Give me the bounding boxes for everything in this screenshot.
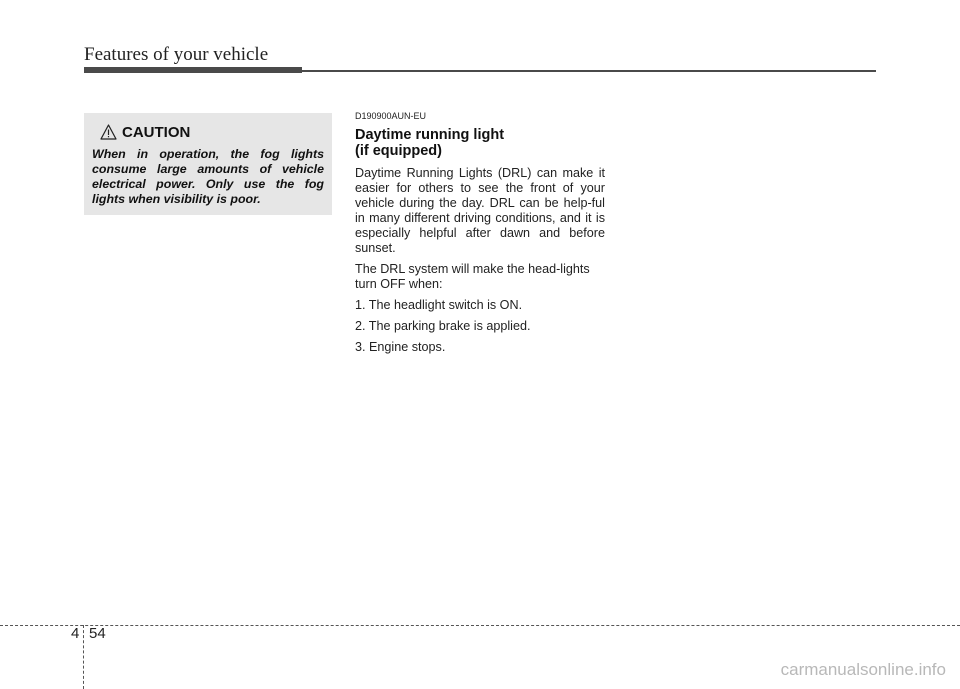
footer-vertical-divider [83,625,84,689]
page-number: 54 [89,625,106,642]
caution-text: When in operation, the fog lights consume large amounts of vehicle electrical power. Only use the fog lights when visibility is poor. [92,147,324,206]
footer-divider [0,625,960,626]
section-title-line-2: (if equipped) [355,143,442,159]
caution-title: CAUTION [122,123,191,141]
chapter-number: 4 [71,625,80,642]
warning-triangle-icon [100,124,117,140]
page-header-title: Features of your vehicle [84,44,269,65]
section-reference-code: D190900AUN-EU [355,111,427,121]
drl-section [355,110,605,355]
caution-header [100,121,324,143]
section-title [355,127,605,159]
drl-off-conditions-intro: The DRL system will make the head-lights turn OFF when: [355,262,590,291]
section-title-line-1: Daytime running light [355,127,505,143]
list-item: 3. Engine stops. [355,340,446,354]
list-item: 1. The headlight switch is ON. [355,298,523,312]
header-rule-thick [84,67,302,73]
caution-box [84,113,332,215]
drl-description-paragraph: Daytime Running Lights (DRL) can make it easier for others to see the front of your vehicle during the day. DRL can be help-ful in many different driving conditions, and it is especially helpful after dawn and before sunset. [355,166,605,255]
watermark: carmanualsonline.info [780,660,946,679]
list-item: 2. The parking brake is applied. [355,319,531,333]
header-rule-thin [302,70,876,72]
